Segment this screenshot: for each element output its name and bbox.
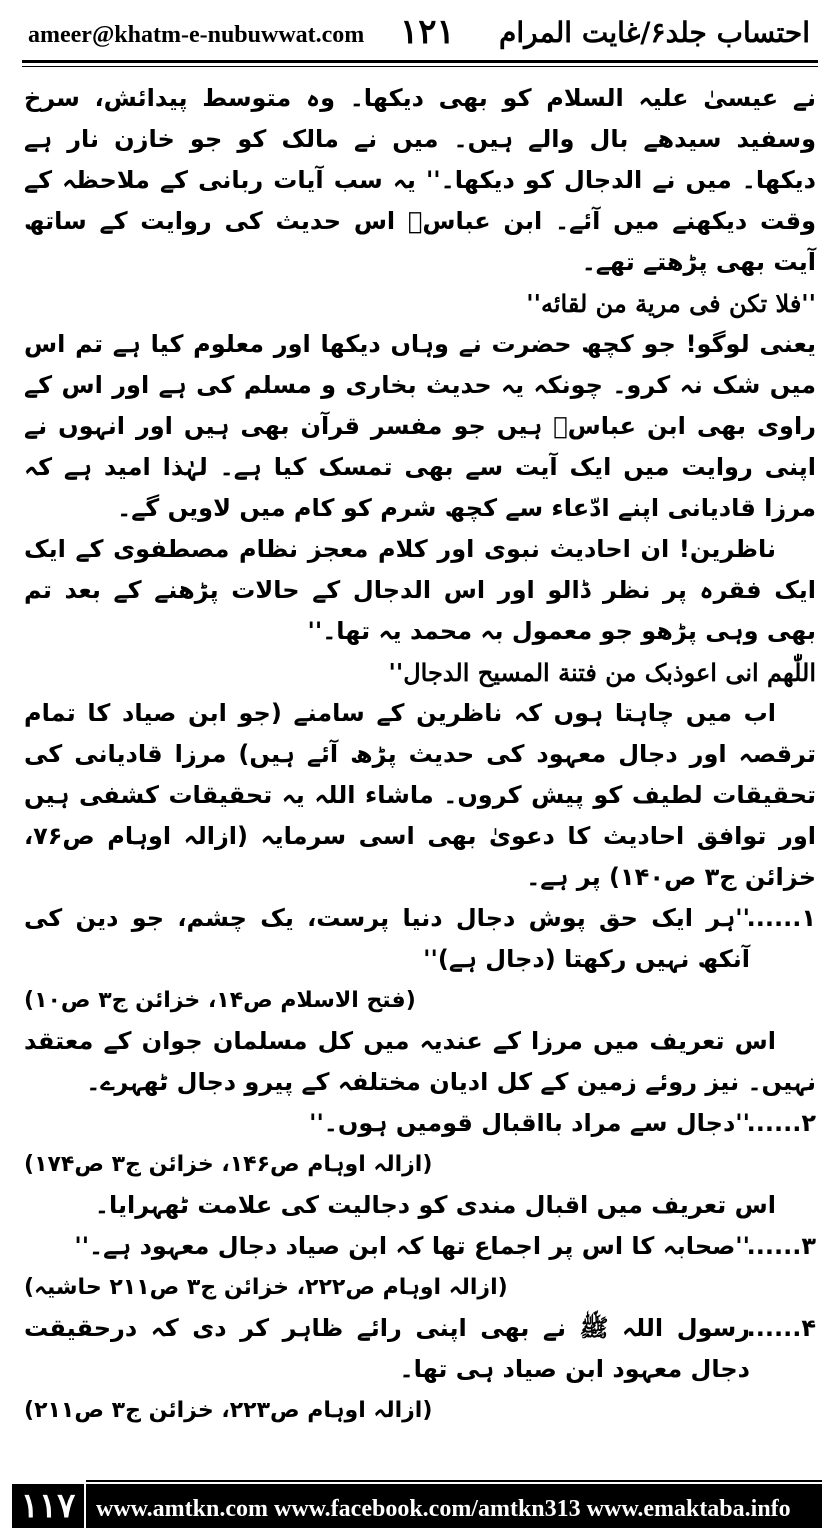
reference: (ازالہ اوہام ص۲۲۲، خزائن ج۳ ص۲۱۱ حاشیہ) <box>24 1275 508 1300</box>
item-number: ۲...... <box>746 1109 816 1137</box>
list-item <box>24 1226 816 1267</box>
reference: (ازالہ اوہام ص۲۲۳، خزائن ج۳ ص۲۱۱) <box>24 1398 433 1423</box>
arabic-prayer: اللّٰھم انی اعوذبک من فتنة المسیح الدجال'' <box>388 658 816 687</box>
reference: (فتح الاسلام ص۱۴، خزائن ج۳ ص۱۰) <box>24 988 416 1013</box>
paragraph: ناظرین! ان احادیث نبوی اور کلام معجز نظام مصطفوی کے ایک ایک فقرہ پر نظر ڈالو اور اس الدجال کے حالات پڑھنے کے بعد تم بھی وہی پڑھو جو معمول بہ محمد یہ تھا۔'' <box>24 535 816 645</box>
page-footer <box>0 1466 840 1540</box>
item-text: ''دجال سے مراد بااقبال قومیں ہوں۔'' <box>309 1109 750 1137</box>
paragraph: یعنی لوگو! جو کچھ حضرت نے وہاں دیکھا اور معلوم کیا ہے تم اس میں شک نہ کرو۔ چونکہ یہ حدیث بخاری و مسلم کی ہے اور اس کے راوی بھی ابن عباسؓ ہیں جو مفسر قرآن بھی ہیں اور انہوں نے اپنی روایت میں ایک آیت سے بھی تمسک کیا ہے۔ لہٰذا امید ہے کہ مرزا قادیانی اپنے ادّعاء سے کچھ شرم کو کام میں لاویں گے۔ <box>24 330 816 522</box>
list-item <box>24 898 816 980</box>
commentary: اس تعریف میں اقبال مندی کو دجالیت کی علامت ٹھہرایا۔ <box>94 1191 776 1219</box>
header-page-number: ۱۲۱ <box>400 12 455 52</box>
quranic-verse: ''فلا تکن فی مریة من لقائه'' <box>526 289 816 318</box>
item-text: ''ہر ایک حق پوش دجال دنیا پرست، یک چشم، جو دین کی آنکھ نہیں رکھتا (دجال ہے)'' <box>24 904 750 973</box>
reference: (ازالہ اوہام ص۱۴۶، خزائن ج۳ ص۱۷۴) <box>24 1152 433 1177</box>
header-rule <box>22 60 818 63</box>
list-item <box>24 1103 816 1144</box>
footer-links: www.amtkn.com www.facebook.com/amtkn313 www.emaktaba.info <box>96 1496 791 1522</box>
item-text: ''صحابہ کا اس پر اجماع تھا کہ ابن صیاد دجال معہود ہے۔'' <box>74 1232 750 1260</box>
footer-page-number: ۱۱۷ <box>12 1484 84 1528</box>
item-number: ۱...... <box>746 904 816 932</box>
page-header <box>0 0 840 72</box>
item-number: ۳...... <box>746 1232 816 1260</box>
header-rule-thin <box>22 66 818 67</box>
paragraph: اب میں چاہتا ہوں کہ ناظرین کے سامنے (جو ابن صیاد کا تمام ترقصہ اور دجال معہود کی حدیث پڑھ آئے ہیں) مرزا قادیانی کی تحقیقات لطیف کو پیش کروں۔ ماشاء اللہ یہ تحقیقات کشفی ہیں اور توافق احادیث کا دعویٰ بھی اسی سرمایہ (ازالہ اوہام ص۷۶، خزائن ج۳ ص۱۴۰) پر ہے۔ <box>24 699 816 891</box>
page-body <box>24 78 816 1458</box>
commentary: اس تعریف میں مرزا کے عندیہ میں کل مسلمان جوان کے معتقد نہیں۔ نیز روئے زمین کے کل ادیان مختلفہ کے پیرو دجال ٹھہرے۔ <box>24 1027 816 1096</box>
list-item <box>24 1308 816 1390</box>
header-book-title: احتساب جلد۶/غایت المرام <box>499 16 810 49</box>
item-text: رسول اللہ ﷺ نے بھی اپنی رائے ظاہر کر دی کہ درحقیقت دجال معہود ابن صیاد ہی تھا۔ <box>24 1314 750 1383</box>
footer-rule <box>86 1480 822 1482</box>
header-email: ameer@khatm-e-nubuwwat.com <box>28 22 365 48</box>
item-number: ۴...... <box>746 1314 816 1342</box>
paragraph: نے عیسیٰ علیہ السلام کو بھی دیکھا۔ وہ متوسط پیدائش، سرخ وسفید سیدھے بال والے ہیں۔ میں نے مالک کو جو خازن نار ہے دیکھا۔ میں نے الدجال کو دیکھا۔'' یہ سب آیات ربانی کے ملاحظہ کے وقت دیکھنے میں آئے۔ ابن عباسؓ اس حدیث کی روایت کے ساتھ آیت بھی پڑھتے تھے۔ <box>24 84 816 276</box>
